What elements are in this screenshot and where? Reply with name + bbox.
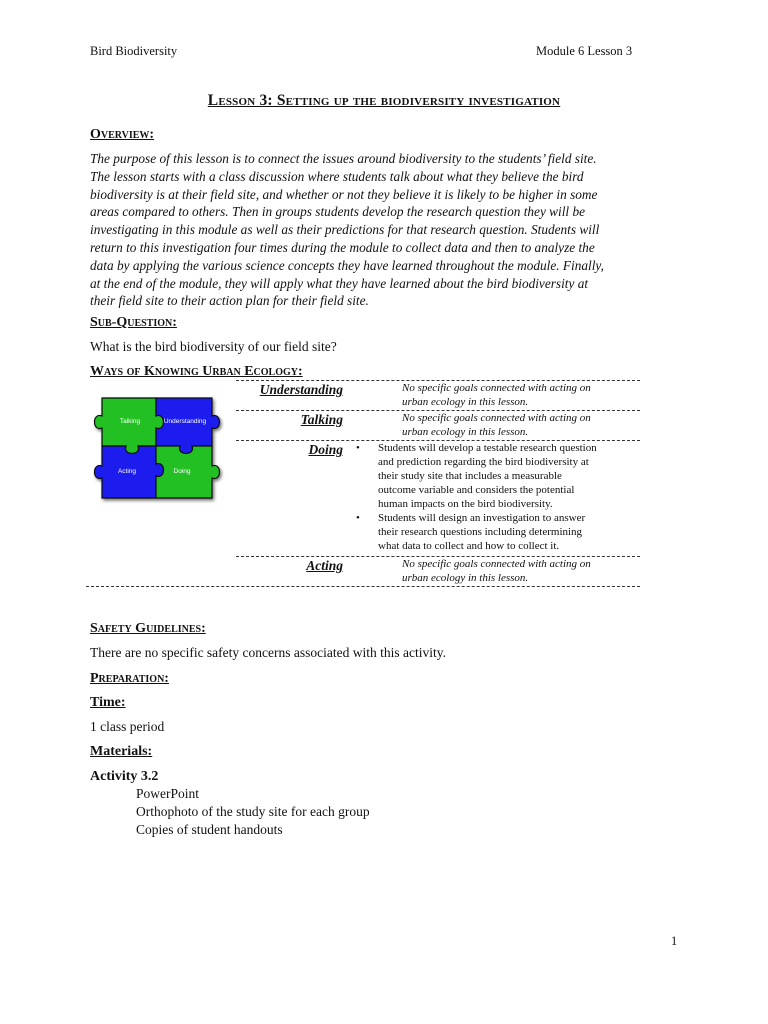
talking-note-line: urban ecology in this lesson. <box>402 426 529 438</box>
talking-note-line: No specific goals connected with acting on <box>402 412 591 424</box>
bullet-icon: • <box>356 512 360 524</box>
understanding-note-line: urban ecology in this lesson. <box>402 396 529 408</box>
acting-note-line: No specific goals connected with acting on <box>402 558 591 570</box>
bullet-line: and prediction regarding the bird biodiversity at <box>378 456 589 468</box>
doing-bullet-list <box>356 441 626 553</box>
puzzle-label-doing: Doing <box>173 468 191 475</box>
bullet-line: Students will develop a testable research question <box>378 442 597 454</box>
bullet-line: human impacts on the bird biodiversity. <box>378 498 553 510</box>
puzzle-icon <box>92 392 230 506</box>
activity-label: Activity 3.2 <box>90 769 159 784</box>
overview-line: data by applying the various science concepts they have learned throughout the module. Finally, <box>90 257 604 273</box>
time-text: 1 class period <box>90 719 165 734</box>
overview-line: investigating in this module as well as their predictions for that research question. Students will <box>90 222 600 238</box>
doing-bullet <box>356 441 626 511</box>
overview-line: biodiversity is at their field site, and whether or not they believe it is likely to be higher in some <box>90 186 598 202</box>
puzzle-label-understanding: Understanding <box>163 418 207 425</box>
acting-note <box>402 557 642 585</box>
acting-label: Acting <box>306 558 343 573</box>
running-header-left: Bird Biodiversity <box>90 44 178 58</box>
safety-text: There are no specific safety concerns associated with this activity. <box>90 645 446 660</box>
sub-question-heading: Sub-Question: <box>90 315 177 330</box>
puzzle-label-talking: Talking <box>119 418 141 425</box>
overview-heading: Overview: <box>90 127 155 142</box>
bullet-icon: • <box>356 442 360 454</box>
understanding-note-line: No specific goals connected with acting on <box>402 382 591 394</box>
overview-line: return to this investigation four times during the module to collect data and then to analyze the <box>90 239 595 255</box>
material-item: Orthophoto of the study site for each group <box>136 804 370 819</box>
bullet-line: outcome variable and considers the potential <box>378 484 575 496</box>
overview-line: The lesson starts with a class discussion where students talk about what they believe the bird <box>90 168 584 184</box>
talking-label: Talking <box>300 412 343 427</box>
material-item: Copies of student handouts <box>136 822 283 837</box>
bullet-line: what data to collect and how to collect it. <box>378 540 560 552</box>
doing-label: Doing <box>308 442 343 457</box>
bullet-line: Students will design an investigation to answer <box>378 512 586 524</box>
page-number: 1 <box>671 934 678 948</box>
talking-note <box>402 411 642 439</box>
safety-heading: Safety Guidelines: <box>90 621 206 636</box>
overview-line: The purpose of this lesson is to connect the issues around biodiversity to the students’ field site. <box>90 151 597 166</box>
time-heading: Time: <box>90 695 126 710</box>
bullet-line: their study site that includes a measurable <box>378 470 562 482</box>
ways-of-knowing-heading: Ways of Knowing Urban Ecology: <box>90 364 303 379</box>
bullet-line: their research questions including determining <box>378 526 583 538</box>
puzzle-label-acting: Acting <box>117 468 137 475</box>
material-item: PowerPoint <box>136 786 200 801</box>
doing-bullet <box>356 511 626 553</box>
overview-line: at the end of the module, they will apply what they have learned about the bird biodiversity at <box>90 275 589 291</box>
overview-paragraph <box>90 150 680 310</box>
overview-line: their field site to their action plan for their field site. <box>90 293 369 309</box>
running-header-right: Module 6 Lesson 3 <box>536 44 633 58</box>
preparation-heading: Preparation: <box>90 671 169 686</box>
acting-note-line: urban ecology in this lesson. <box>402 572 529 584</box>
overview-line: areas compared to others. Then in groups students develop the research question they will be <box>90 204 585 220</box>
understanding-label: Understanding <box>259 382 343 397</box>
materials-heading: Materials: <box>90 744 153 759</box>
sub-question-text: What is the bird biodiversity of our field site? <box>90 339 337 354</box>
table-rule <box>86 586 640 587</box>
lesson-title: Lesson 3: Setting up the biodiversity investigation <box>207 92 561 109</box>
understanding-note <box>402 381 642 409</box>
